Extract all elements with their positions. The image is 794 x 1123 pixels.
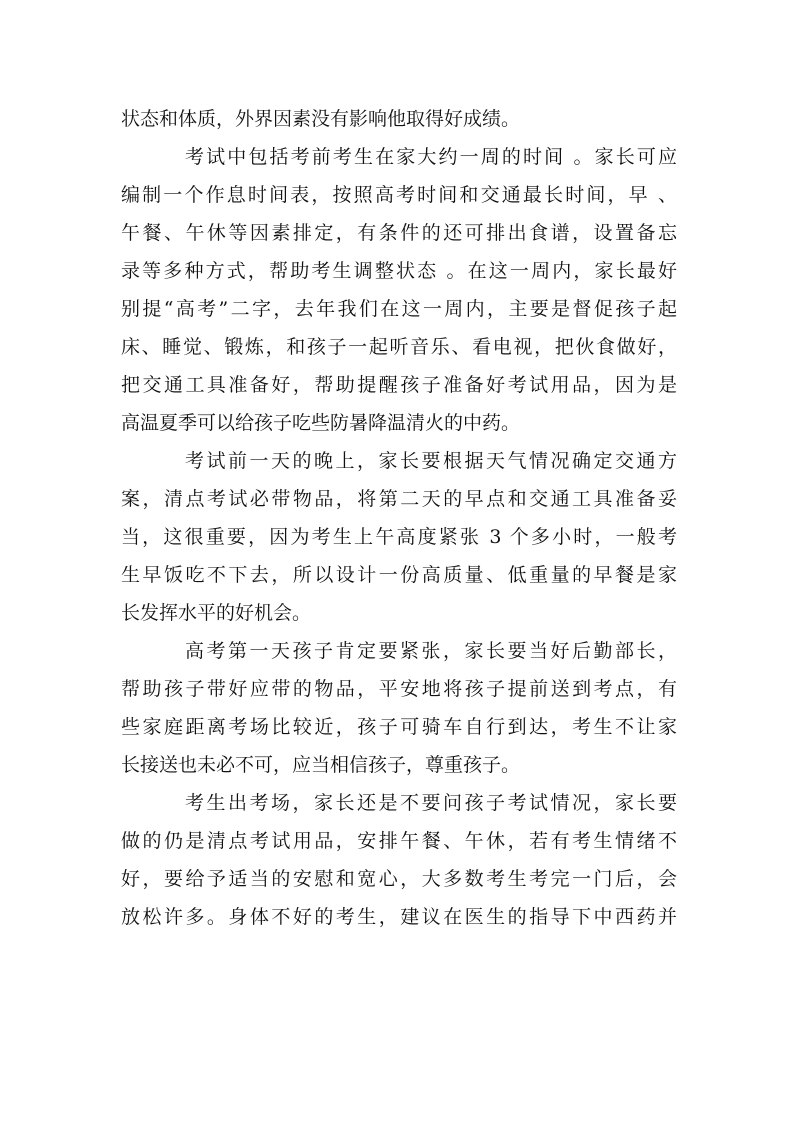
text-line: 些家庭距离考场比较近，孩子可骑车自行到达，考生不让家 xyxy=(121,716,677,738)
text-line: 编制一个作息时间表，按照高考时间和交通最长时间，早 、 xyxy=(121,184,677,206)
text-line: 录等多种方式，帮助考生调整状态 。在这一周内，家长最好 xyxy=(121,260,677,282)
text-line: 考试前一天的晚上，家长要根据天气情况确定交通方 xyxy=(185,450,677,472)
text-line: 午餐、午休等因素排定，有条件的还可排出食谱，设置备忘 xyxy=(121,222,677,244)
body-text xyxy=(121,100,677,936)
text-line: 考生出考场，家长还是不要问孩子考试情况，家长要 xyxy=(185,792,677,814)
text-line: 高温夏季可以给孩子吃些防暑降温清火的中药。 xyxy=(121,412,521,434)
text-line: 高考第一天孩子肯定要紧张，家长要当好后勤部长， xyxy=(185,640,677,662)
text-line: 放松许多。身体不好的考生，建议在医生的指导下中西药并 xyxy=(121,906,677,928)
text-line: 考试中包括考前考生在家大约一周的时间 。家长可应 xyxy=(185,146,677,168)
text-line: 状态和体质，外界因素没有影响他取得好成绩。 xyxy=(121,108,521,130)
text-line: 好，要给予适当的安慰和宽心，大多数考生考完一门后，会 xyxy=(121,868,677,890)
text-line: 做的仍是清点考试用品，安排午餐、午休，若有考生情绪不 xyxy=(121,830,677,852)
text-line: 床、睡觉、锻炼，和孩子一起听音乐、看电视，把伙食做好， xyxy=(121,336,677,358)
text-line: 把交通工具准备好，帮助提醒孩子准备好考试用品，因为是 xyxy=(121,374,677,396)
text-line: 长发挥水平的好机会。 xyxy=(121,602,312,624)
text-line: 别提“高考”二字，去年我们在这一周内，主要是督促孩子起 xyxy=(121,298,677,320)
text-line: 案，清点考试必带物品，将第二天的早点和交通工具准备妥 xyxy=(121,488,677,510)
text-line: 帮助孩子带好应带的物品，平安地将孩子提前送到考点，有 xyxy=(121,678,677,700)
text-line: 生早饭吃不下去，所以设计一份高质量、低重量的早餐是家 xyxy=(121,564,677,586)
text-line: 当，这很重要，因为考生上午高度紧张 3 个多小时，一般考 xyxy=(121,526,677,548)
text-line: 长接送也未必不可，应当相信孩子，尊重孩子。 xyxy=(121,754,521,776)
